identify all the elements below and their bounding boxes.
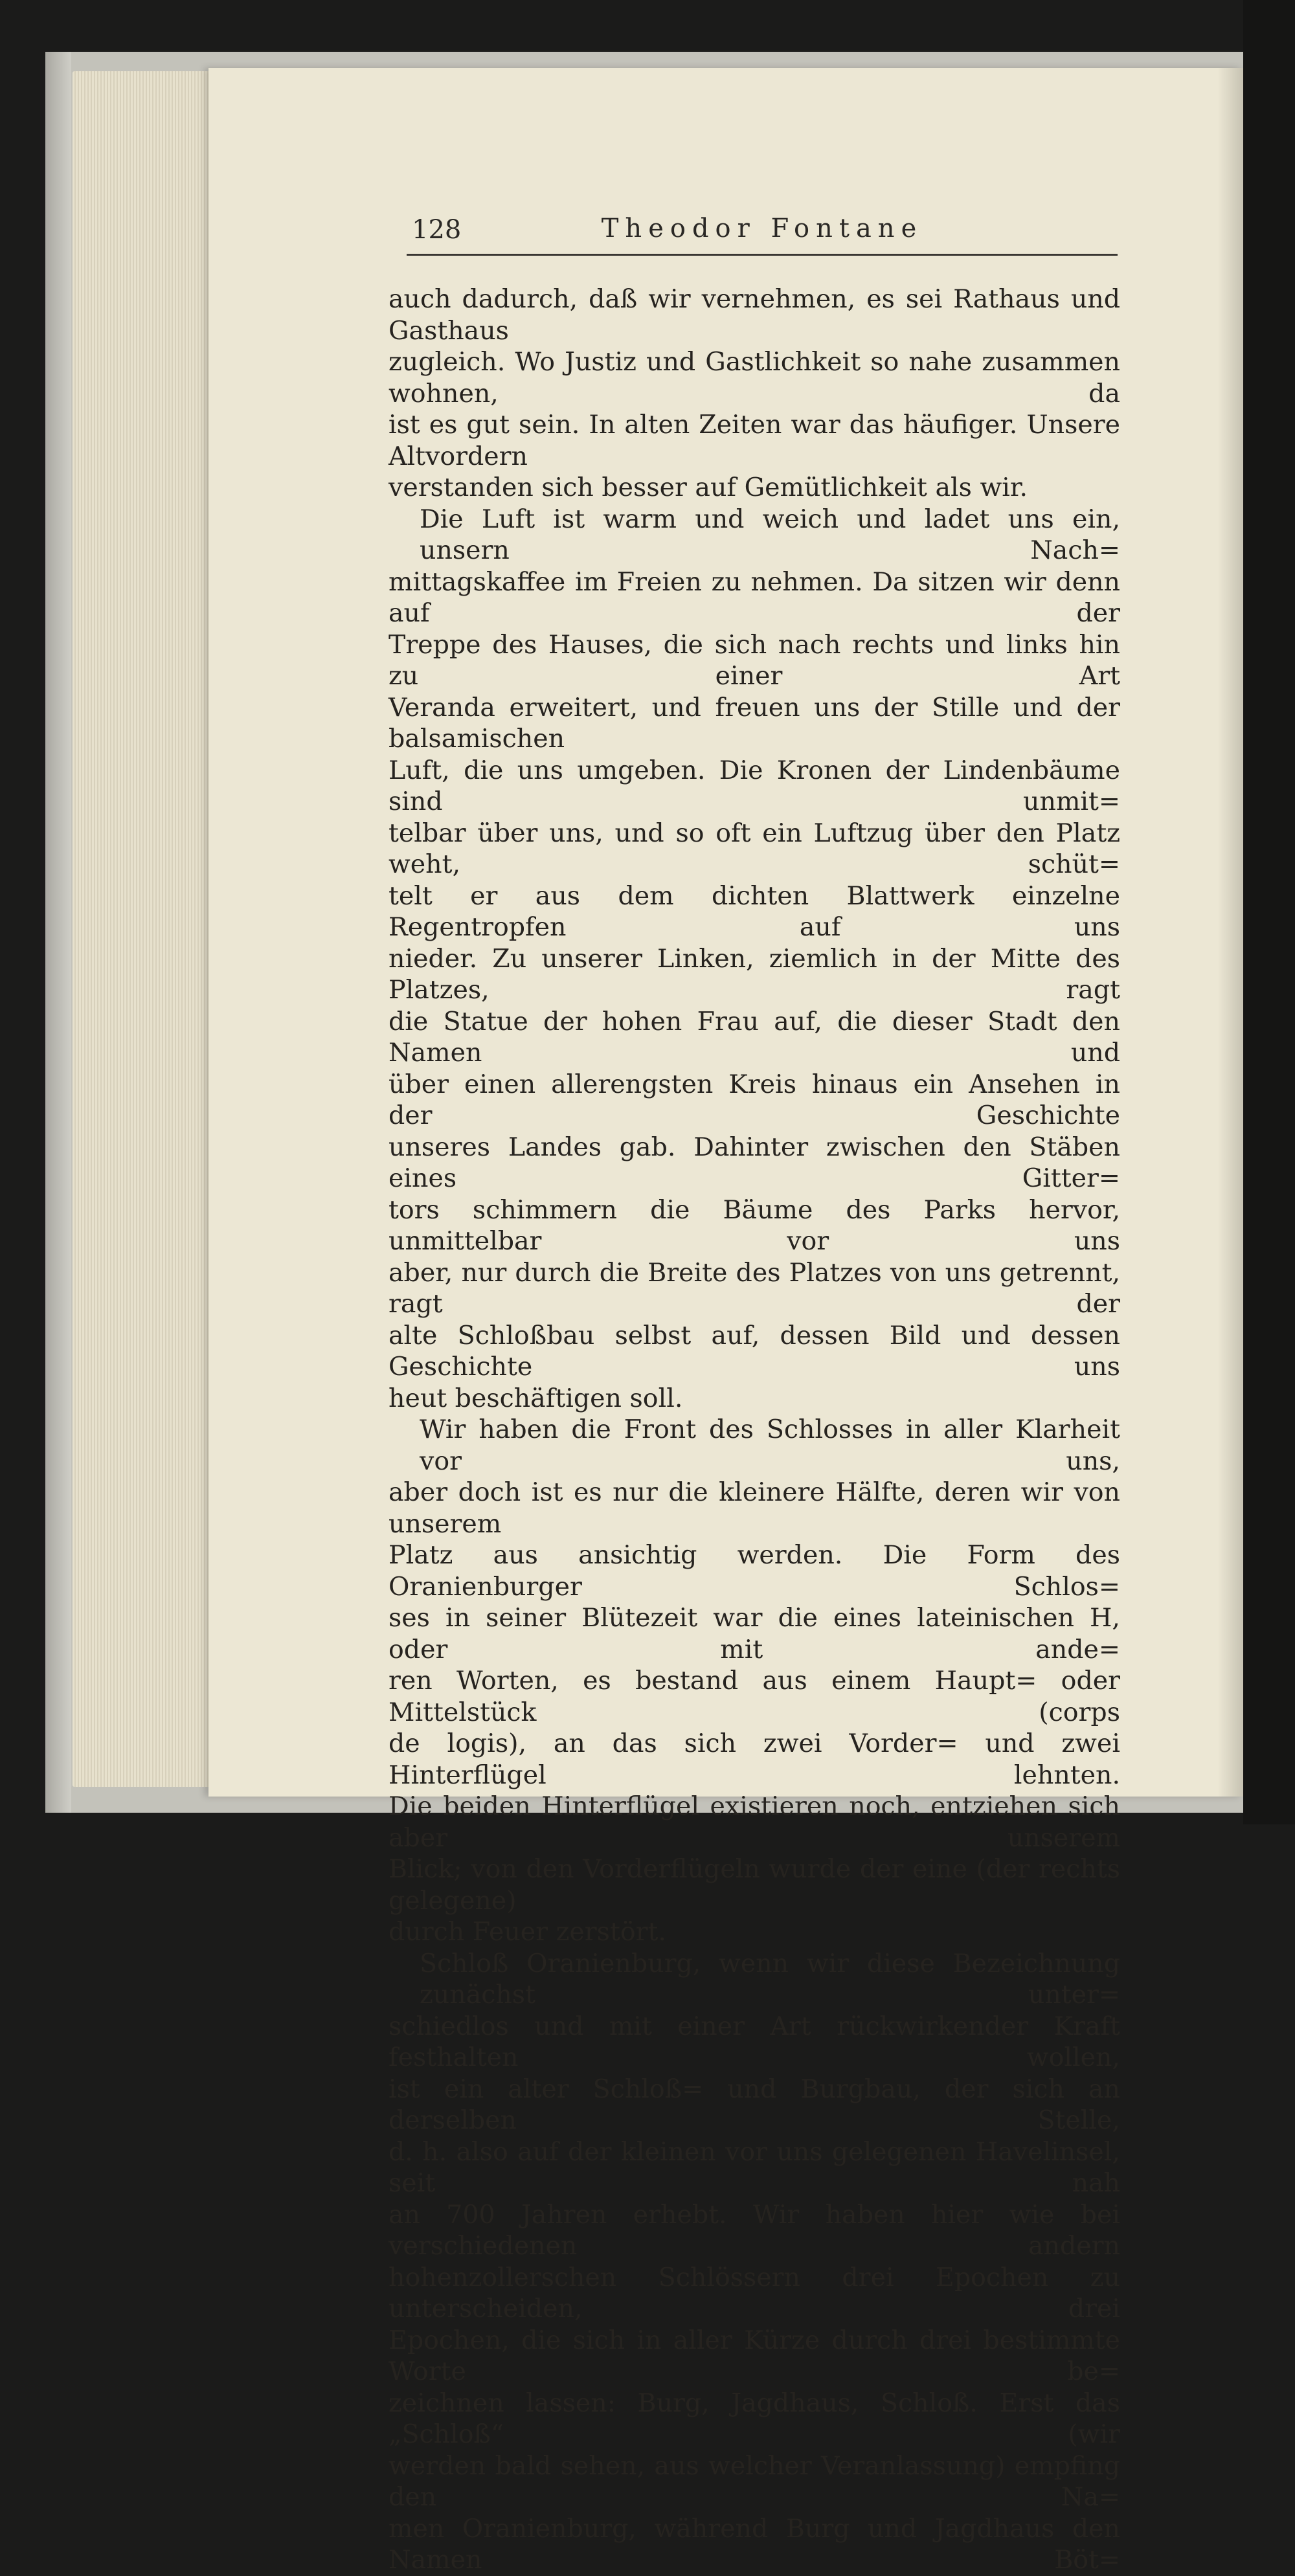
text-line: Platz aus ansichtig werden. Die Form des Oranienburger Schlos= bbox=[388, 1540, 1120, 1602]
running-head bbox=[407, 212, 1118, 256]
text-line: mittagskaffee im Freien zu nehmen. Da sitzen wir denn auf der bbox=[388, 566, 1120, 628]
body-text bbox=[388, 284, 1120, 2576]
text-line: ist ein alter Schloß= und Burgbau, der sich an derselben Stelle, bbox=[388, 2074, 1120, 2135]
text-line: Wir haben die Front des Schlosses in aller Klarheit vor uns, bbox=[420, 1415, 1120, 1476]
text-line: über einen allerengsten Kreis hinaus ein Ansehen in der Geschichte bbox=[388, 1069, 1120, 1130]
text-line: ren Worten, es bestand aus einem Haupt= oder Mittelstück (corps bbox=[388, 1666, 1120, 1727]
text-line: Epochen, die sich in aller Kürze durch drei bestimmte Worte be= bbox=[388, 2325, 1120, 2386]
text-line: d. h. also auf der kleinen vor uns gelegenen Havelinsel, seit nah bbox=[388, 2136, 1120, 2198]
cover-spine-edge bbox=[45, 52, 71, 1813]
text-line: zugleich. Wo Justiz und Gastlichkeit so nahe zusammen wohnen, da bbox=[388, 347, 1120, 409]
text-line: an 700 Jahren erhebt. Wir haben hier wie bei verschiedenen andern bbox=[388, 2199, 1120, 2261]
text-line: aber, nur durch die Breite des Platzes von uns getrennt, ragt der bbox=[388, 1257, 1120, 1319]
text-line: telt er aus dem dichten Blattwerk einzelne Regentropfen auf uns bbox=[388, 880, 1120, 942]
background-dark bbox=[1243, 0, 1295, 1824]
text-line: die Statue der hohen Frau auf, die dieser Stadt den Namen und bbox=[388, 1006, 1120, 1068]
text-line: verstanden sich besser auf Gemütlichkeit als wir. bbox=[388, 473, 1028, 502]
text-line: Die beiden Hinterflügel existieren noch, entziehen sich aber unserem bbox=[388, 1791, 1120, 1853]
text-line: aber doch ist es nur die kleinere Hälfte, deren wir von unserem bbox=[388, 1477, 1120, 1539]
text-line: men Oranienburg, während Burg und Jagdhaus den Namen Böt= bbox=[388, 2513, 1120, 2575]
page-number: 128 bbox=[412, 215, 462, 245]
text-line: Schloß Oranienburg, wenn wir diese Bezeichnung zunächst unter= bbox=[420, 1948, 1120, 2010]
text-line: hohenzollerschen Schlössern drei Epochen zu unterscheiden, drei bbox=[388, 2262, 1120, 2324]
text-line: heut beschäftigen soll. bbox=[388, 1383, 683, 1413]
text-line: unseres Landes gab. Dahinter zwischen den Stäben eines Gitter= bbox=[388, 1132, 1120, 1193]
text-line: Veranda erweitert, und freuen uns der Stille und der balsamischen bbox=[388, 692, 1120, 754]
text-line: durch Feuer zerstört. bbox=[388, 1917, 666, 1947]
text-line: ist es gut sein. In alten Zeiten war das häufiger. Unsere Altvordern bbox=[388, 410, 1120, 471]
text-line: alte Schloßbau selbst auf, dessen Bild und dessen Geschichte uns bbox=[388, 1320, 1120, 1382]
text-line: Luft, die uns umgeben. Die Kronen der Lindenbäume sind unmit= bbox=[388, 755, 1120, 816]
text-line: Blick; von den Vorderflügeln wurde der eine (der rechts gelegene) bbox=[388, 1854, 1120, 1916]
text-line: de logis), an das sich zwei Vorder= und zwei Hinterflügel lehnten. bbox=[388, 1729, 1120, 1790]
page-gutter-shadow bbox=[1217, 68, 1243, 1797]
running-title: Theodor Fontane bbox=[601, 214, 923, 243]
text-line: nieder. Zu unserer Linken, ziemlich in der Mitte des Platzes, ragt bbox=[388, 943, 1120, 1005]
text-line: schiedlos und mit einer Art rückwirkender Kraft festhalten wollen, bbox=[388, 2011, 1120, 2072]
text-line: Treppe des Hauses, die sich nach rechts und links hin zu einer Art bbox=[388, 629, 1120, 691]
text-line: ses in seiner Blütezeit war die eines lateinischen H, oder mit ande= bbox=[388, 1603, 1120, 1664]
text-line: zeichnen lassen: Burg, Jagdhaus, Schloß. Erst das „Schloß“ (wir bbox=[388, 2388, 1120, 2449]
text-line: tors schimmern die Bäume des Parks hervor, unmittelbar vor uns bbox=[388, 1194, 1120, 1256]
text-line: Die Luft ist warm und weich und ladet uns ein, unsern Nach= bbox=[420, 504, 1120, 565]
text-line: auch dadurch, daß wir vernehmen, es sei Rathaus und Gasthaus bbox=[388, 284, 1120, 346]
text-line: werden bald sehen, aus welcher Veranlassung) empfing den Na= bbox=[388, 2450, 1120, 2512]
text-line: telbar über uns, und so oft ein Luftzug über den Platz weht, schüt= bbox=[388, 818, 1120, 879]
